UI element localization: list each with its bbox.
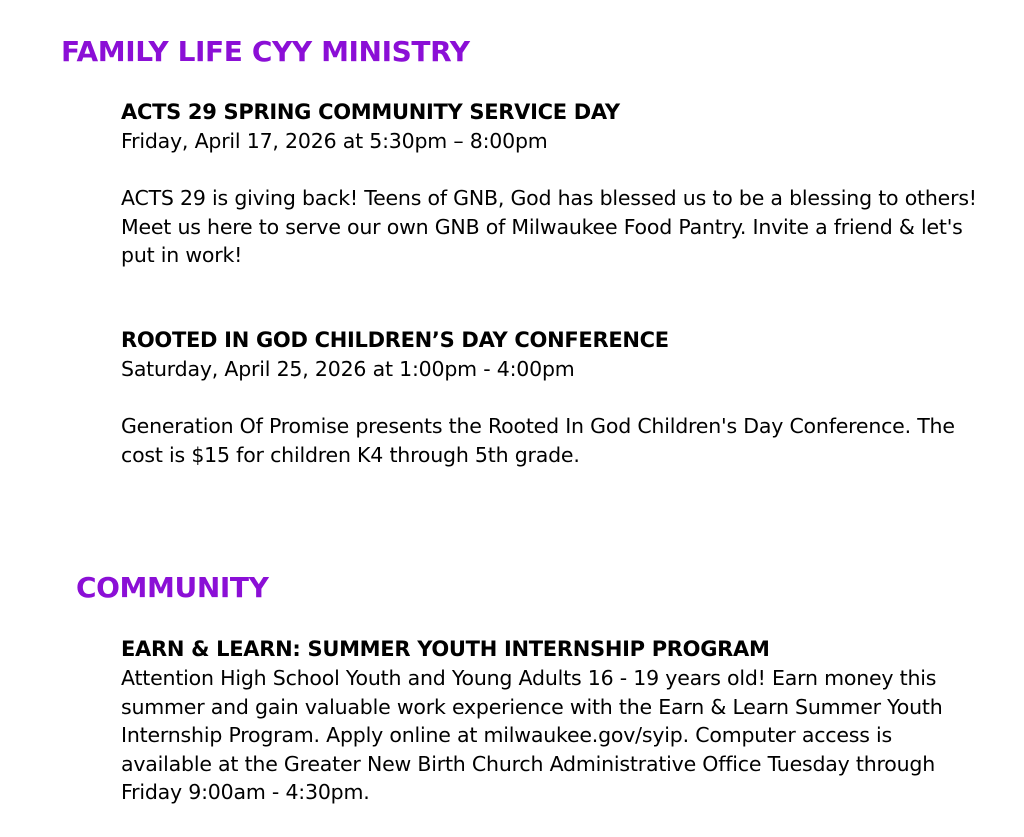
event-rooted-in-god-conference	[121, 326, 981, 469]
section-heading-family-life: FAMILY LIFE CYY MINISTRY	[61, 35, 470, 68]
event-date: Saturday, April 25, 2026 at 1:00pm - 4:00pm	[121, 357, 575, 381]
event-description: Attention High School Youth and Young Adults 16 - 19 years old! Earn money this summer and gain valuable work experience with the Earn & Learn Summer Youth Internship Program. Apply online at milwaukee.gov/syip. Computer access is available at the Greater New Birth Church Administrative Office Tuesday through Friday 9:00am - 4:30pm.	[121, 666, 943, 804]
event-title: EARN & LEARN: SUMMER YOUTH INTERNSHIP PROGRAM	[121, 637, 770, 661]
event-title: ACTS 29 SPRING COMMUNITY SERVICE DAY	[121, 100, 620, 124]
event-description: Generation Of Promise presents the Rooted In God Children's Day Conference. The cost is $15 for children K4 through 5th grade.	[121, 414, 955, 467]
event-title: ROOTED IN GOD CHILDREN’S DAY CONFERENCE	[121, 328, 669, 352]
event-date: Friday, April 17, 2026 at 5:30pm – 8:00pm	[121, 129, 548, 153]
section-heading-community: COMMUNITY	[76, 571, 269, 604]
event-acts29-service-day	[121, 98, 981, 270]
event-earn-and-learn-program	[121, 635, 981, 807]
event-description: ACTS 29 is giving back! Teens of GNB, God has blessed us to be a blessing to others! Meet us here to serve our own GNB of Milwaukee Food Pantry. Invite a friend & let's put in work!	[121, 186, 977, 267]
